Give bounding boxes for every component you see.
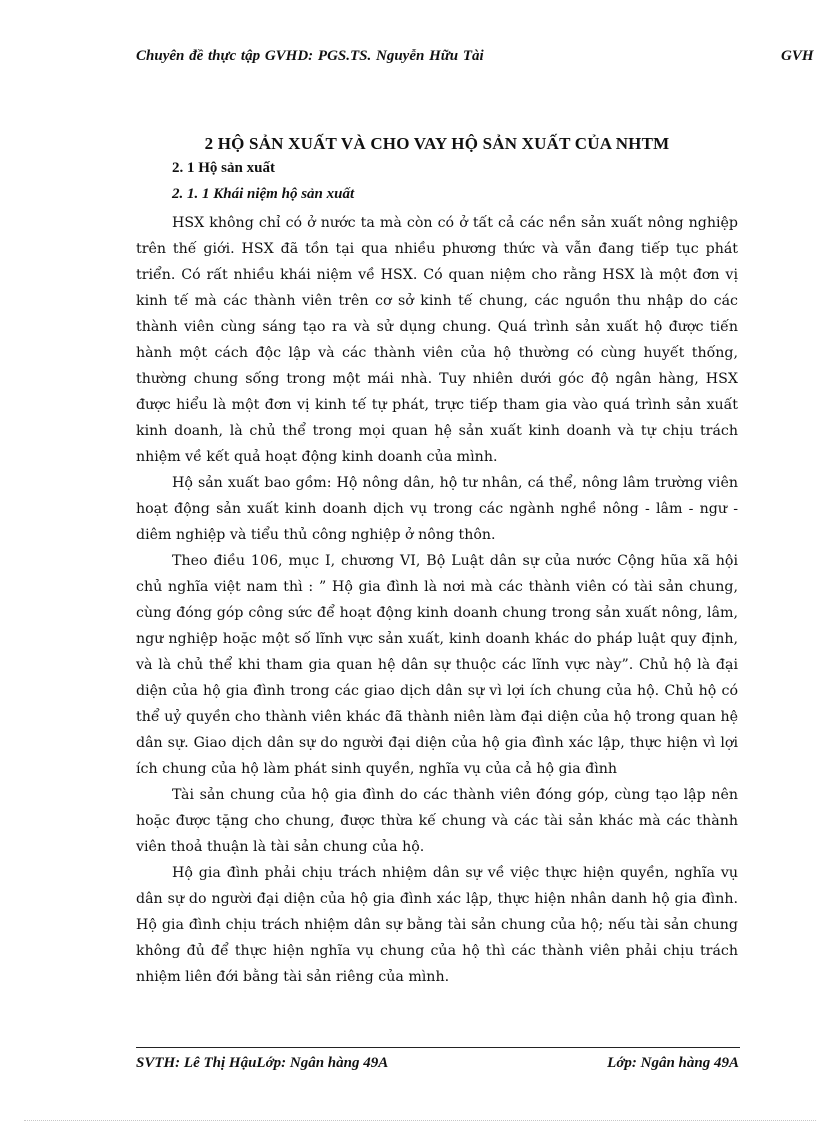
page-bottom-edge — [24, 1120, 816, 1121]
page-footer-left: SVTH: Lê Thị HậuLớp: Ngân hàng 49A — [136, 1055, 389, 1071]
paragraph-4: Tài sản chung của hộ gia đình do các thành viên đóng góp, cùng tạo lập nên hoặc được tặng cho chung, được thừa kế chung và các tài sản khác mà các thành viên thoả thuận là tài sản chung của hộ. — [136, 787, 738, 855]
subsection-heading: 2. 1. 1 Khái niệm hộ sản xuất — [172, 186, 355, 202]
paragraph-1: HSX không chỉ có ở nước ta mà còn có ở tất cả các nền sản xuất nông nghiệp trên thế giới. HSX đã tồn tại qua nhiều phương thức và vẫn đang tiếp tục phát triển. Có rất nhiều khái niệm về HSX. Có quan niệm cho rằng HSX là một đơn vị kinh tế mà các thành viên trên cơ sở kinh tế chung, các nguồn thu nhập do các thành viên cùng sáng tạo ra và sử dụng chung. Quá trình sản xuất hộ được tiến hành một cách độc lập và các thành viên của hộ thường có cùng huyết thống, thường chung sống trong một mái nhà. Tuy nhiên dưới góc độ ngân hàng, HSX được hiểu là một đơn vị kinh tế tự phát, trực tiếp tham gia vào quá trình sản xuất kinh doanh, là chủ thể trong mọi quan hệ sản xuất kinh doanh và tự chịu trách nhiệm về kết quả hoạt động kinh doanh của mình. — [136, 215, 738, 465]
page-header-left: Chuyên đề thực tập GVHD: PGS.TS. Nguyễn Hữu Tài — [136, 48, 484, 64]
paragraph-5: Hộ gia đình phải chịu trách nhiệm dân sự về việc thực hiện quyền, nghĩa vụ dân sự do người đại diện của hộ gia đình xác lập, thực hiện nhân danh hộ gia đình. Hộ gia đình chịu trách nhiệm dân sự bằng tài sản chung của hộ; nếu tài sản chung không đủ để thực hiện nghĩa vụ chung của hộ thì các thành viên phải chịu trách nhiệm liên đới bằng tài sản riêng của mình. — [136, 865, 738, 985]
section-heading: 2. 1 Hộ sản xuất — [172, 160, 275, 176]
chapter-title: 2 HỘ SẢN XUẤT VÀ CHO VAY HỘ SẢN XUẤT CỦA NHTM — [204, 134, 670, 153]
paragraph-3: Theo điều 106, mục I, chương VI, Bộ Luật dân sự của nước Cộng hũa xã hội chủ nghĩa việt nam thì : ” Hộ gia đình là nơi mà các thành viên có tài sản chung, cùng đóng góp công sức để hoạt động kinh doanh chung trong sản xuất nông, lâm, ngư nghiệp hoặc một số lĩnh vực sản xuất, kinh doanh khác do pháp luật quy định, và là chủ thể khi tham gia quan hệ dân sự thuộc các lĩnh vực này”. Chủ hộ là đại diện của hộ gia đình trong các giao dịch dân sự vì lợi ích chung của hộ. Chủ hộ có thể uỷ quyền cho thành viên khác đã thành niên làm đại diện của hộ trong quan hệ dân sự. Giao dịch dân sự do người đại diện của hộ gia đình xác lập, thực hiện vì lợi ích chung của hộ làm phát sinh quyền, nghĩa vụ của cả hộ gia đình — [136, 553, 738, 777]
body-text — [136, 210, 738, 990]
paragraph-2: Hộ sản xuất bao gồm: Hộ nông dân, hộ tư nhân, cá thể, nông lâm trường viên hoạt động sản xuất kinh doanh dịch vụ trong các ngành nghề nông - lâm - ngư - diêm nghiệp và tiểu thủ công nghiệp ở nông thôn. — [136, 475, 738, 543]
page-footer-right: Lớp: Ngân hàng 49A — [607, 1055, 739, 1071]
footer-divider — [136, 1047, 740, 1048]
page-header-right: GVH — [781, 48, 814, 64]
